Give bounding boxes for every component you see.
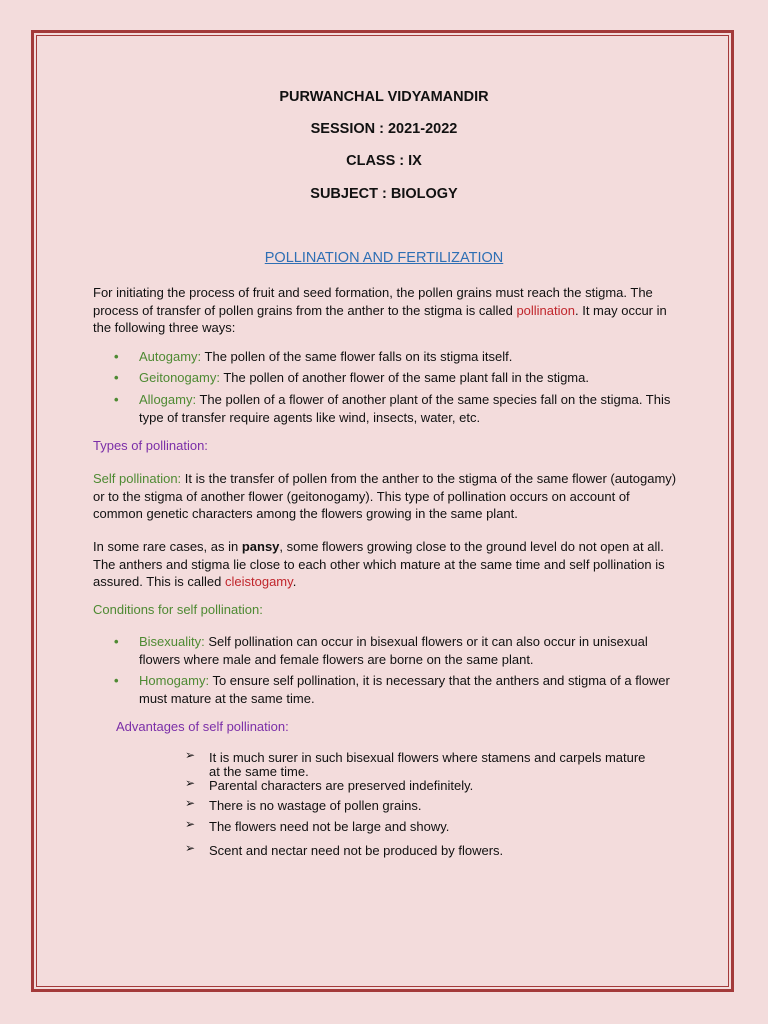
term: Geitonogamy: bbox=[139, 370, 220, 385]
term: Allogamy: bbox=[139, 392, 197, 407]
rare-bold-word: pansy bbox=[241, 539, 280, 554]
term: Autogamy: bbox=[139, 349, 202, 364]
definition: The pollen of another flower of the same plant fall in the stigma. bbox=[219, 370, 589, 385]
rare-text-after: . bbox=[292, 574, 297, 589]
list-item bbox=[114, 391, 679, 426]
list-item bbox=[114, 633, 679, 668]
list-item bbox=[114, 348, 679, 366]
intro-highlight: pollination bbox=[516, 302, 575, 318]
advantage-text: There is no wastage of pollen grains. bbox=[209, 798, 422, 813]
advantages-heading: Advantages of self pollination: bbox=[116, 719, 289, 734]
session: SESSION : 2021-2022 bbox=[310, 121, 458, 137]
arrow-bullet-icon: ➢ bbox=[185, 748, 196, 762]
subject: SUBJECT : BIOLOGY bbox=[310, 186, 458, 202]
advantage-text: The flowers need not be large and showy. bbox=[209, 819, 450, 834]
term: Self pollination: bbox=[93, 471, 182, 486]
definition: Self pollination can occur in bisexual flowers or it can also occur in unisexual flowers where male and female flowers are borne on the same plant. bbox=[139, 634, 648, 667]
list-item bbox=[114, 369, 679, 387]
arrow-bullet-icon: ➢ bbox=[185, 817, 196, 831]
list-item bbox=[114, 672, 679, 707]
bullet-icon: • bbox=[114, 370, 119, 385]
definition: The pollen of a flower of another plant of the same species fall on the stigma. This type of transfer require agents like wind, insects, water, etc. bbox=[139, 392, 671, 425]
advantage-text: It is much surer in such bisexual flowers where stamens and carpels mature at the same time. bbox=[209, 750, 646, 779]
definition: To ensure self pollination, it is necessary that the anthers and stigma of a flower must mature at the same time. bbox=[139, 673, 670, 706]
intro-paragraph bbox=[93, 284, 683, 337]
rare-text-before: In some rare cases, as in bbox=[93, 539, 242, 554]
bullet-icon: • bbox=[114, 349, 119, 364]
arrow-bullet-icon: ➢ bbox=[185, 796, 196, 810]
class: CLASS : IX bbox=[346, 153, 422, 169]
definition: The pollen of the same flower falls on its stigma itself. bbox=[201, 349, 513, 364]
bullet-icon: • bbox=[114, 634, 119, 649]
self-pollination-paragraph bbox=[93, 470, 683, 523]
types-heading: Types of pollination: bbox=[93, 438, 208, 453]
list-item bbox=[185, 748, 649, 779]
rare-cases-paragraph bbox=[93, 538, 683, 591]
list-item bbox=[185, 841, 649, 858]
term: Homogamy: bbox=[139, 673, 210, 688]
list-item bbox=[185, 796, 649, 813]
advantage-text: Parental characters are preserved indefinitely. bbox=[209, 778, 474, 793]
term: Bisexuality: bbox=[139, 634, 205, 649]
bullet-icon: • bbox=[114, 673, 119, 688]
advantage-text: Scent and nectar need not be produced by flowers. bbox=[209, 843, 504, 858]
school-name: PURWANCHAL VIDYAMANDIR bbox=[279, 89, 489, 105]
bullet-icon: • bbox=[114, 392, 119, 407]
intro-text-after: . It may occur in the following three ways: bbox=[93, 302, 667, 335]
rare-highlight: cleistogamy bbox=[225, 574, 293, 589]
conditions-heading: Conditions for self pollination: bbox=[93, 602, 263, 617]
list-item bbox=[185, 776, 649, 793]
intro-text-before: For initiating the process of fruit and seed formation, the pollen grains must reach the stigma. The process of transfer of pollen grains from the anther to the stigma is called bbox=[93, 285, 653, 318]
arrow-bullet-icon: ➢ bbox=[185, 776, 196, 790]
definition: It is the transfer of pollen from the anther to the stigma of the same flower (autogamy) or to the stigma of another flower (geitonogamy). This type of pollination occurs on account of common genetic characters among the flowers growing in the same plant. bbox=[93, 471, 677, 521]
rare-text-middle: , some flowers growing close to the ground level do not open at all. The anthers and stigma lie close to each other which mature at the same time and self pollination is assured. This is called bbox=[93, 539, 665, 589]
list-item bbox=[185, 817, 649, 834]
document-title: POLLINATION AND FERTILIZATION bbox=[264, 250, 504, 266]
arrow-bullet-icon: ➢ bbox=[185, 841, 196, 855]
